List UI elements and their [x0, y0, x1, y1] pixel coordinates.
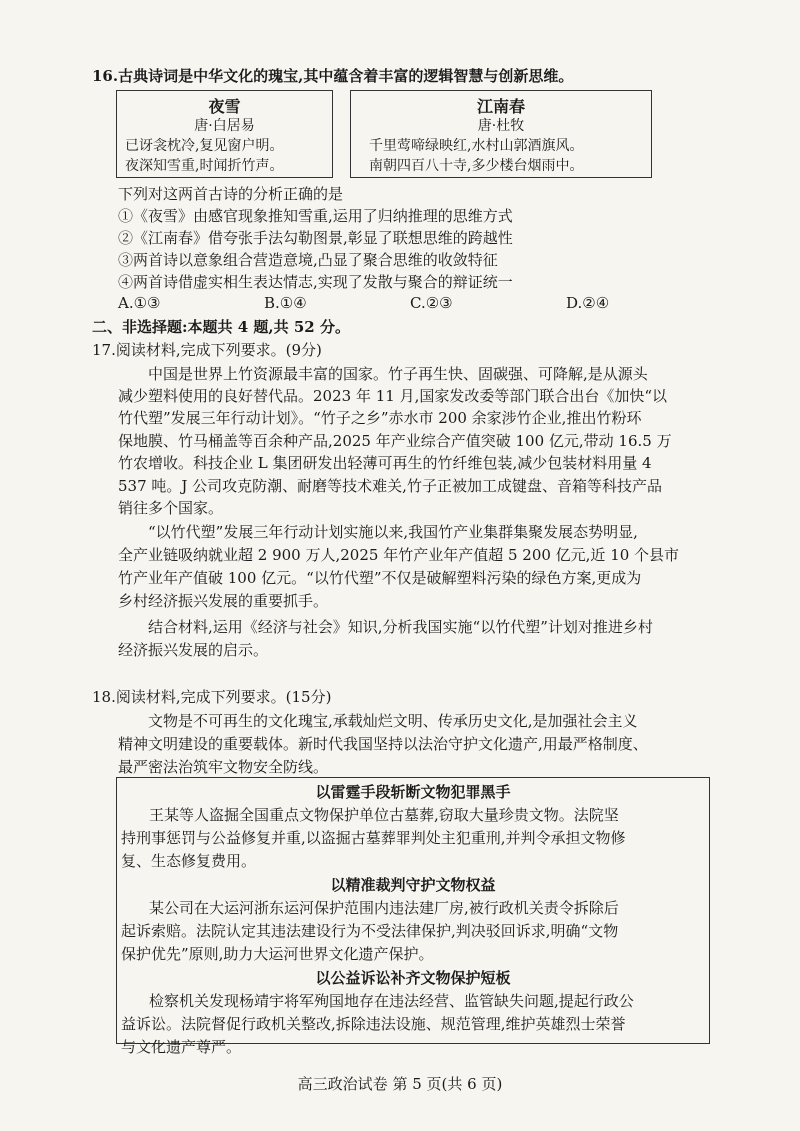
q16-statement: ①《夜雪》由感官现象推知雪重,运用了归纳推理的思维方式: [118, 207, 513, 225]
q18-stem: 18.阅读材料,完成下列要求。(15分): [92, 688, 332, 706]
poem-line: 千里莺啼绿映红,水村山郭酒旗风。: [369, 138, 584, 154]
q18-intro-line: 文物是不可再生的文化瑰宝,承载灿烂文明、传承历史文化,是加强社会主义: [148, 712, 638, 730]
q17-line: 竹产业年产值破 100 亿元。“以竹代塑”不仅是破解塑料污染的绿色方案,更成为: [118, 569, 642, 587]
q17-line: 保地膜、竹马桶盖等百余种产品,2025 年产业综合产值突破 100 亿元,带动 16.5 万: [118, 432, 672, 450]
case1-title: 以雷霆手段斩断文物犯罪黑手: [315, 783, 511, 801]
case-box: [116, 777, 710, 1056]
poem-title: 江南春: [476, 97, 525, 116]
q17-line: 乡村经济振兴发展的重要抓手。: [118, 592, 329, 610]
option-a: A.①③: [118, 294, 161, 312]
option-d: D.②④: [566, 294, 610, 312]
q16-statement: ③两首诗以意象组合营造意境,凸显了聚合思维的收敛特征: [118, 251, 498, 269]
option-c: C.②③: [410, 294, 453, 312]
q17-line: 销往多个国家。: [118, 499, 224, 517]
q17-line: 减少塑料使用的良好替代品。2023 年 11 月,国家发改委等部门联合出台《加快“以: [118, 387, 668, 405]
case-line: 王某等人盗掘全国重点文物保护单位古墓葬,窃取大量珍贵文物。法院坚: [149, 806, 619, 824]
page-footer: 高三政治试卷 第 5 页(共 6 页): [297, 1075, 503, 1093]
q17-task: 结合材料,运用《经济与社会》知识,分析我国实施“以竹代塑”计划对推进乡村: [148, 618, 653, 636]
q17-line: 全产业链吸纳就业超 2 900 万人,2025 年竹产业年产值超 5 200 亿元,近 10 个县市: [118, 546, 680, 564]
case-line: 复、生态修复费用。: [121, 852, 257, 870]
case-line: 与文化遗产尊严。: [121, 1038, 242, 1056]
q16-statement: ④两首诗借虚实相生表达情志,实现了发散与聚合的辩证统一: [118, 273, 513, 291]
q17-line: 中国是世界上竹资源最丰富的国家。竹子再生快、固碳强、可降解,是从源头: [148, 365, 648, 383]
case-line: 保护优先”原则,助力大运河世界文化遗产保护。: [121, 945, 434, 963]
case3-title: 以公益诉讼补齐文物保护短板: [315, 969, 511, 987]
q17-line: 竹农增收。科技企业 L 集团研发出轻薄可再生的竹纤维包装,减少包装材料用量 4: [118, 454, 652, 472]
q16-statement: ②《江南春》借夸张手法勾勒图景,彰显了联想思维的跨越性: [118, 229, 513, 247]
q17-line: 537 吨。J 公司攻克防潮、耐磨等技术难关,竹子正被加工成键盘、音箱等科技产品: [118, 477, 662, 495]
case-line: 持刑事惩罚与公益修复并重,以盗掘古墓葬罪判处主犯重刑,并判令承担文物修: [121, 829, 626, 847]
poem-box-yexue: [116, 90, 333, 178]
q17-stem: 17.阅读材料,完成下列要求。(9分): [92, 341, 322, 359]
case2-title: 以精准裁判守护文物权益: [330, 876, 496, 894]
case-line: 某公司在大运河浙东运河保护范围内违法建厂房,被行政机关责令拆除后: [149, 899, 619, 917]
poem-line: 夜深知雪重,时闻折竹声。: [125, 158, 284, 174]
poem-title: 夜雪: [208, 97, 241, 116]
q18-intro-line: 精神文明建设的重要载体。新时代我国坚持以法治守护文化遗产,用最严格制度、: [118, 735, 648, 753]
q16-stem: 16.古典诗词是中华文化的瑰宝,其中蕴含着丰富的逻辑智慧与创新思维。: [92, 67, 574, 85]
poem-author: 唐·杜牧: [477, 118, 525, 134]
poem-line: 已讶衾枕冷,复见窗户明。: [125, 138, 284, 154]
poem-author: 唐·白居易: [194, 118, 255, 134]
poem-box-jiangnanchun: [350, 90, 652, 178]
q17-task: 经济振兴发展的启示。: [118, 641, 269, 659]
q17-line: “以竹代塑”发展三年行动计划实施以来,我国竹产业集群集聚发展态势明显,: [148, 523, 638, 541]
q18-intro-line: 最严密法治筑牢文物安全防线。: [118, 758, 329, 776]
case-line: 检察机关发现杨靖宇将军殉国地存在违法经营、监管缺失问题,提起行政公: [149, 992, 634, 1010]
case-line: 起诉索赔。法院认定其违法建设行为不受法律保护,判决驳回诉求,明确“文物: [121, 922, 619, 940]
case-line: 益诉讼。法院督促行政机关整改,拆除违法设施、规范管理,维护英雄烈士荣誉: [121, 1015, 626, 1033]
option-b: B.①④: [264, 294, 307, 312]
q16-prompt: 下列对这两首古诗的分析正确的是: [118, 185, 344, 203]
section-two-heading: 二、非选择题:本题共 4 题,共 52 分。: [92, 318, 350, 336]
poem-line: 南朝四百八十寺,多少楼台烟雨中。: [369, 158, 584, 174]
q17-line: 竹代塑”发展三年行动计划》。“竹子之乡”赤水市 200 余家涉竹企业,推出竹粉环: [118, 409, 642, 427]
